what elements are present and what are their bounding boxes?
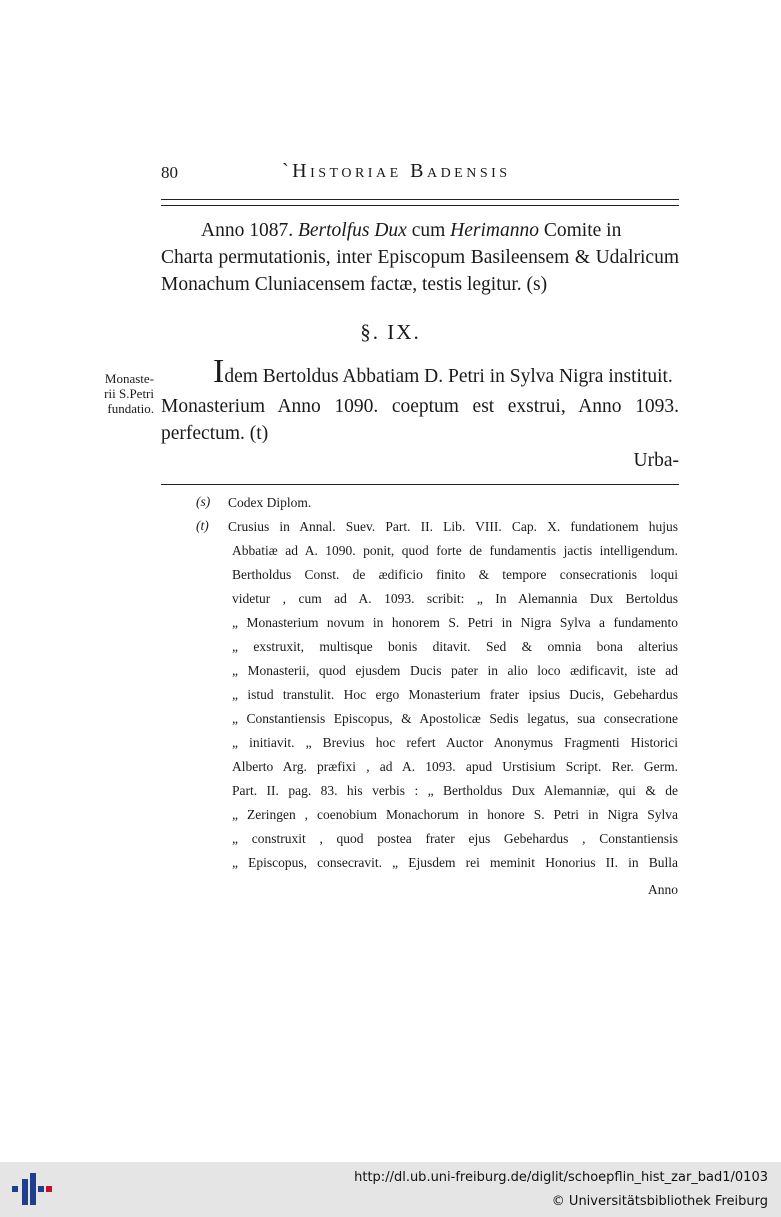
footnote-line: videtur , cum ad A. 1093. scribit: „ In Alemannia Dux Bertoldus xyxy=(232,591,678,606)
footnote-s-text: Codex Diplom. xyxy=(228,495,312,510)
footnote-line: „ istud transtulit. Hoc ergo Monasterium frater ipsius Ducis, Gebehardus xyxy=(232,687,678,702)
viewer-footer-bar xyxy=(0,1162,781,1217)
drop-cap: I xyxy=(213,353,225,390)
footnote-rule xyxy=(161,484,679,485)
footnote-line: Abbatiæ ad A. 1090. ponit, quod forte de fundamentis jactis intelligendum. xyxy=(232,543,678,558)
section-line-2: Monasterium Anno 1090. coeptum est exstrui, Anno 1093. xyxy=(161,396,679,417)
permalink-url[interactable]: http://dl.ub.uni-freiburg.de/diglit/schoepflin_hist_zar_bad1/0103 xyxy=(354,1170,768,1185)
footnote-line: „ Monasterii, quod ejusdem Ducis pater in alio loco ædificavit, iste ad xyxy=(232,663,678,678)
footnote-line: „ construxit , quod postea frater ejus Gebehardus , Constantiensis xyxy=(232,831,678,846)
footnote-s-mark: (s) xyxy=(196,494,211,509)
footnote-line: „ initiavit. „ Brevius hoc refert Auctor Anonymus Fragmenti Historici xyxy=(232,735,678,750)
footnote-line: „ Zeringen , coenobium Monachorum in honore S. Petri in Nigra Sylva xyxy=(232,807,678,822)
footnote-line: Alberto Arg. præfixi , ad A. 1093. apud Urstisium Script. Rer. Germ. xyxy=(232,759,678,774)
footnote-line: Part. II. pag. 83. his verbis : „ Bertholdus Dux Alemanniæ, qui & de xyxy=(232,783,678,798)
footnote-line: „ exstruxit, multisque bonis ditavit. Sed & omnia bona alterius xyxy=(232,639,678,654)
footnote-line: Bertholdus Const. de ædificio finito & tempore consecrationis loqui xyxy=(232,567,678,582)
ub-freiburg-logo-icon xyxy=(12,1171,52,1209)
section-heading: §. IX. xyxy=(360,320,421,344)
footnote-line: „ Episcopus, consecravit. „ Ejusdem rei meminit Honorius II. in Bulla xyxy=(232,855,678,870)
footnote-line: Crusius in Annal. Suev. Part. II. Lib. VIII. Cap. X. fundationem hujus xyxy=(228,519,678,534)
footnote-t-mark: (t) xyxy=(196,518,209,533)
section-line-3: perfectum. (t) xyxy=(161,423,269,444)
copyright-notice: © Universitätsbibliothek Freiburg xyxy=(551,1194,768,1209)
catchword: Urba- xyxy=(633,450,679,471)
running-head: `Historiae Badensis xyxy=(282,160,511,182)
header-rule-bottom xyxy=(161,205,679,206)
section-line-1: Idem Bertoldus Abbatiam D. Petri in Sylva Nigra instituit. xyxy=(213,353,673,390)
paragraph-line-1: Anno 1087. Bertolfus Dux cum Herimanno Comite in xyxy=(201,220,622,241)
paragraph-line-2: Charta permutationis, inter Episcopum Basileensem & Udalricum xyxy=(161,247,679,268)
header-rule-top xyxy=(161,199,679,200)
page-number: 80 xyxy=(161,163,178,182)
marginal-note: Monaste- rii S.Petri fundatio. xyxy=(104,371,154,416)
paragraph-line-3: Monachum Cluniacensem factæ, testis legitur. (s) xyxy=(161,274,548,295)
footnote-line: „ Constantiensis Episcopus, & Apostolicæ Sedis legatus, sua consecratione xyxy=(232,711,678,726)
footnote-catchword: Anno xyxy=(648,882,678,897)
footnote-line: „ Monasterium novum in honorem S. Petri in Nigra Sylva a fundamento xyxy=(232,615,678,630)
